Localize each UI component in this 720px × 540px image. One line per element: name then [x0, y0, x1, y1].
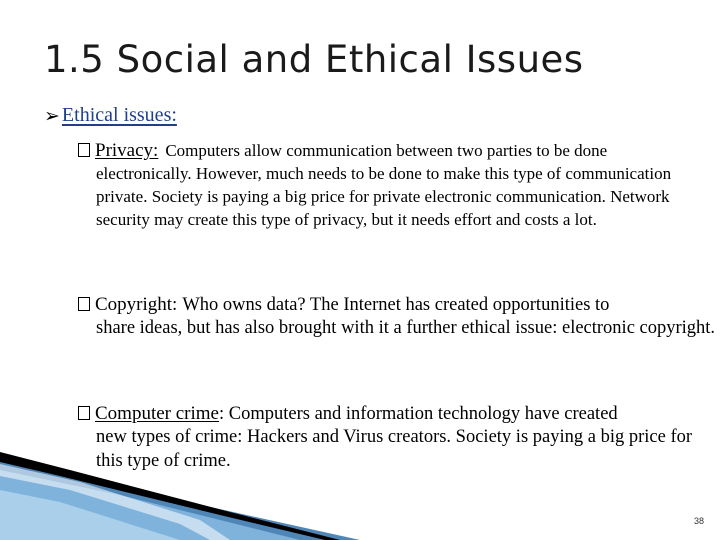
box-bullet-icon: [78, 143, 90, 157]
slide-title: 1.5 Social and Ethical Issues: [44, 38, 584, 81]
item-text-first-line: Who owns data? The Internet has created opportunities to: [182, 295, 610, 315]
box-bullet-icon: [78, 297, 90, 311]
item-term: Computer crime: [95, 403, 219, 424]
section-heading: Ethical issues:: [61, 104, 177, 126]
arrow-bullet-icon: ➢: [44, 104, 60, 127]
item-text-first-line: : Computers and information technology have created: [219, 404, 618, 424]
item-term: Copyright:: [95, 294, 178, 315]
item-text-continuation: new types of crime: Hackers and Virus creators. Society is paying a big price for this type of crime.: [96, 427, 693, 471]
item-text-continuation: electronically. However, much needs to be done to make this type of communication private. Society is paying a big price for private electronic communication. Network security may create this type of privacy, but it needs effort and costs a lot.: [96, 164, 672, 229]
list-item-privacy: [78, 140, 718, 231]
list-item-copyright: [78, 294, 718, 340]
box-bullet-icon: [78, 406, 90, 420]
list-item-computer-crime: [78, 403, 718, 473]
item-text-first-line: Computers allow communication between two parties to be done: [165, 141, 608, 160]
page-number: 38: [693, 516, 704, 526]
heading-row: [44, 104, 177, 127]
item-term: Privacy:: [95, 140, 159, 161]
item-text-continuation: share ideas, but has also brought with it a further ethical issue: electronic copyright.: [96, 318, 716, 338]
